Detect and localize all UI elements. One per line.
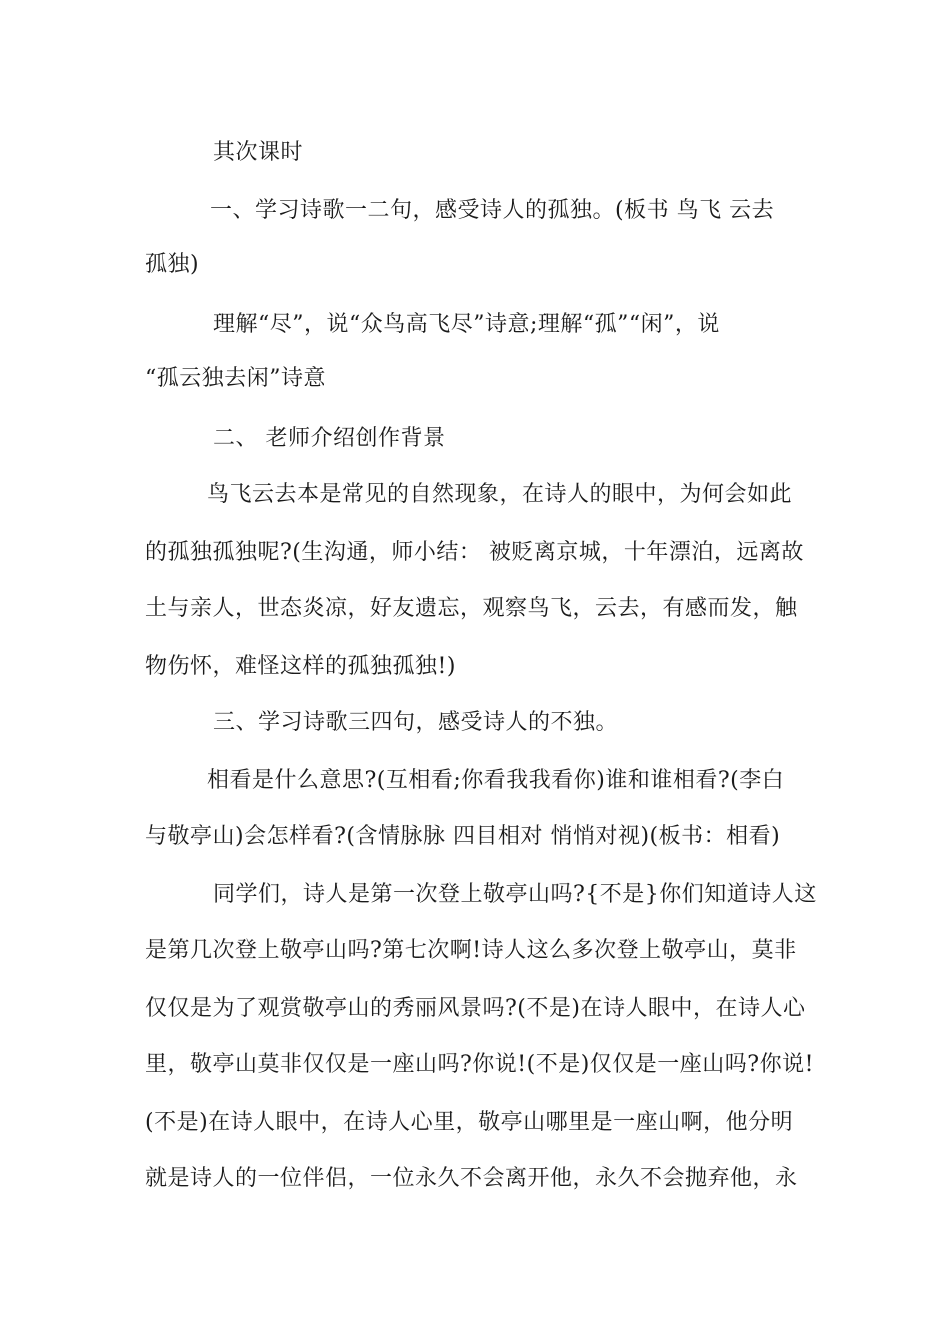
paragraph-line: (不是)在诗人眼中，在诗人心里，敬亭山哪里是一座山啊，他分明 bbox=[145, 1110, 794, 1135]
section-two-heading: 二、 老师介绍创作背景 bbox=[213, 426, 446, 451]
section-three-heading: 三、学习诗歌三四句，感受诗人的不独。 bbox=[213, 710, 619, 735]
paragraph-line: 土与亲人，世态炎凉，好友遗忘，观察鸟飞，云去，有感而发，触 bbox=[145, 596, 798, 621]
heading-second-lesson: 其次课时 bbox=[213, 140, 304, 165]
paragraph-line: 鸟飞云去本是常见的自然现象，在诗人的眼中，为何会如此 bbox=[207, 482, 793, 507]
paragraph-line: 与敬亭山)会怎样看?(含情脉脉 四目相对 悄悄对视)(板书：相看) bbox=[145, 824, 781, 849]
paragraph-line: 同学们，诗人是第一次登上敬亭山吗?{不是}你们知道诗人这 bbox=[213, 882, 817, 907]
paragraph-line: 理解“尽”，说“众鸟高飞尽”诗意;理解“孤”“闲”，说 bbox=[213, 312, 720, 337]
paragraph-line: 里，敬亭山莫非仅仅是一座山吗?你说!(不是)仅仅是一座山吗?你说! bbox=[145, 1052, 814, 1077]
paragraph-line: 仅仅是为了观赏敬亭山的秀丽风景吗?(不是)在诗人眼中，在诗人心 bbox=[145, 996, 806, 1021]
paragraph-line: 物伤怀，难怪这样的孤独孤独!) bbox=[145, 654, 456, 679]
section-one-line-1: 一、学习诗歌一二句，感受诗人的孤独。(板书 鸟飞 云去 bbox=[210, 198, 775, 223]
section-one-line-2: 孤独) bbox=[145, 252, 200, 277]
paragraph-line: 是第几次登上敬亭山吗?第七次啊!诗人这么多次登上敬亭山，莫非 bbox=[145, 938, 797, 963]
paragraph-line: 的孤独孤独呢?(生沟通，师小结： 被贬离京城，十年漂泊，远离故 bbox=[145, 540, 804, 565]
paragraph-line: “孤云独去闲”诗意 bbox=[145, 366, 326, 391]
paragraph-line: 就是诗人的一位伴侣，一位永久不会离开他，永久不会抛弃他，永 bbox=[145, 1166, 798, 1191]
paragraph-line: 相看是什么意思?(互相看;你看我我看你)谁和谁相看?(李白 bbox=[207, 768, 785, 793]
